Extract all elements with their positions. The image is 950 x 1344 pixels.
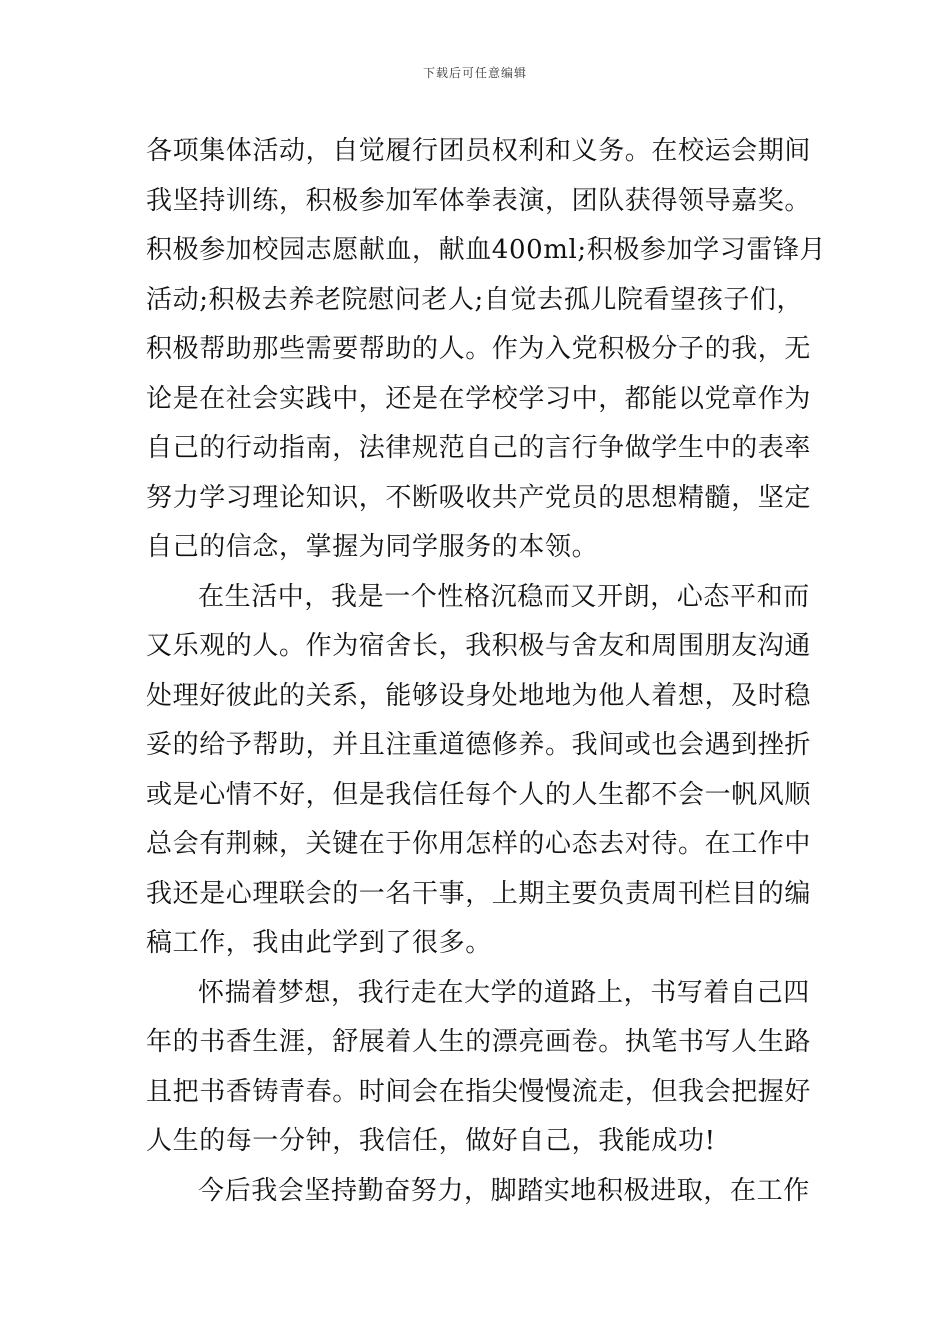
text-line: 处理好彼此的关系，能够设身处地地为他人着想，及时稳 (146, 680, 812, 711)
text-line: 在生活中，我是一个性格沉稳而又开朗，心态平和而 (198, 581, 810, 612)
text-line: 稿工作，我由此学到了很多。 (146, 928, 492, 958)
text-line: 论是在社会实践中，还是在学校学习中，都能以党章作为 (146, 383, 812, 414)
text-line: 怀揣着梦想，我行走在大学的道路上，书写着自己四 (198, 977, 810, 1008)
text-line: 又乐观的人。作为宿舍长，我积极与舍友和周围朋友沟通 (146, 631, 812, 661)
text-line: 活动;积极去养老院慰问老人;自觉去孤儿院看望孩子们， (146, 284, 804, 315)
text-line: 妥的给予帮助，并且注重道德修养。我间或也会遇到挫折 (146, 730, 812, 760)
text-line: 人生的每一分钟，我信任，做好自己，我能成功! (146, 1126, 716, 1156)
text-line: 自己的行动指南，法律规范自己的言行争做学生中的表率 (146, 433, 812, 463)
page-header: 下载后可任意编辑 (422, 66, 527, 80)
text-line: 积极帮助那些需要帮助的人。作为入党积极分子的我，无 (146, 334, 812, 364)
text-line: 且把书香铸青春。时间会在指尖慢慢流走，但我会把握好 (146, 1076, 812, 1107)
text-line: 各项集体活动，自觉履行团员权利和义务。在校运会期间 (146, 136, 812, 166)
text-line: 我还是心理联会的一名干事，上期主要负责周刊栏目的编 (146, 878, 812, 909)
text-line: 总会有荆棘，关键在于你用怎样的心态去对待。在工作中 (146, 829, 812, 859)
text-line: 或是心情不好，但是我信任每个人的人生都不会一帆风顺 (146, 779, 812, 810)
text-line: 积极参加校园志愿献血，献血400ml;积极参加学习雷锋月 (146, 235, 827, 265)
text-line: 我坚持训练，积极参加军体拳表演，团队获得领导嘉奖。 (146, 185, 812, 216)
text-line: 今后我会坚持勤奋努力，脚踏实地积极进取，在工作 (198, 1175, 810, 1206)
text-line: 年的书香生涯，舒展着人生的漂亮画卷。执笔书写人生路 (146, 1027, 812, 1057)
document-body (146, 127, 827, 1216)
text-line: 自己的信念，掌握为同学服务的本领。 (146, 532, 599, 562)
text-line: 努力学习理论知识，不断吸收共产党员的思想精髓，坚定 (146, 482, 812, 513)
